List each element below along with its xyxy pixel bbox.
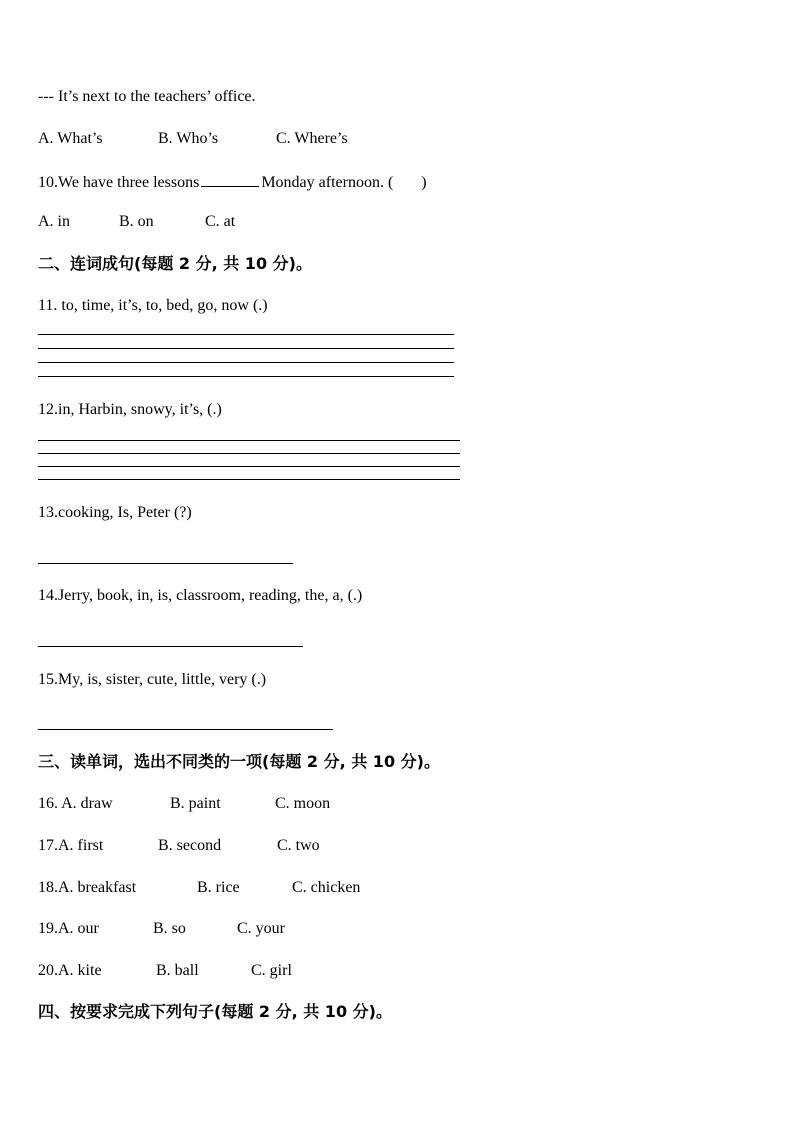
q9-options: [38, 129, 348, 149]
q15-prompt: 15.My, is, sister, cute, little, very (.): [38, 671, 267, 688]
q17-option-a: 17.A. first: [38, 837, 104, 854]
q12-answer-line-3[interactable]: [38, 466, 460, 467]
q9-option-c: C. Where’s: [276, 130, 348, 147]
q16-option-b: B. paint: [170, 795, 221, 812]
q12-answer-line-1[interactable]: [38, 440, 460, 441]
q16-option-c: C. moon: [275, 795, 331, 812]
q16-options: [38, 794, 330, 814]
q10-blank[interactable]: [201, 171, 259, 187]
q10-stem: [38, 171, 427, 193]
q20-option-a: 20.A. kite: [38, 962, 102, 979]
q18-options: [38, 878, 360, 898]
q11-answer-line-3[interactable]: [38, 362, 454, 363]
q10-options: [38, 212, 235, 232]
section4-heading: 四、按要求完成下列句子(每题 2 分, 共 10 分)。: [38, 1002, 392, 1021]
q11-answer-line-4[interactable]: [38, 376, 454, 377]
q10-stem-after: Monday afternoon. (: [261, 174, 394, 191]
q11-answer-line-1[interactable]: [38, 334, 454, 335]
q15-answer-line[interactable]: [38, 729, 333, 730]
q17-option-b: B. second: [158, 837, 222, 854]
q11-answer-line-2[interactable]: [38, 348, 454, 349]
q14-answer-line[interactable]: [38, 646, 303, 647]
q19-option-b: B. so: [153, 920, 186, 937]
q19-option-c: C. your: [237, 920, 285, 937]
q17-option-c: C. two: [277, 837, 320, 854]
q10-stem-before: 10.We have three lessons: [38, 174, 200, 191]
q12-prompt: 12.in, Harbin, snowy, it’s, (.): [38, 401, 222, 418]
q10-option-a: A. in: [38, 213, 70, 230]
q19-option-a: 19.A. our: [38, 920, 99, 937]
section3-heading: 三、读单词，选出不同类的一项(每题 2 分, 共 10 分)。: [38, 752, 440, 771]
q12-answer-line-2[interactable]: [38, 453, 460, 454]
q17-options: [38, 836, 320, 856]
q10-option-c: C. at: [205, 213, 236, 230]
q10-stem-close: ): [421, 174, 427, 191]
q18-option-b: B. rice: [197, 879, 240, 896]
q9-option-b: B. Who’s: [158, 130, 219, 147]
q20-options: [38, 961, 292, 981]
q13-answer-line[interactable]: [38, 563, 293, 564]
q12-answer-line-4[interactable]: [38, 479, 460, 480]
q9-answer-line: --- It’s next to the teachers’ office.: [38, 88, 256, 105]
q19-options: [38, 919, 285, 939]
q10-option-b: B. on: [119, 213, 154, 230]
q9-option-a: A. What’s: [38, 130, 103, 147]
q18-option-a: 18.A. breakfast: [38, 879, 137, 896]
q20-option-b: B. ball: [156, 962, 199, 979]
q16-option-a: 16. A. draw: [38, 795, 113, 812]
q13-prompt: 13.cooking, Is, Peter (?): [38, 504, 192, 521]
q18-option-c: C. chicken: [292, 879, 361, 896]
q14-prompt: 14.Jerry, book, in, is, classroom, reading, the, a, (.): [38, 587, 363, 604]
section2-heading: 二、连词成句(每题 2 分, 共 10 分)。: [38, 254, 312, 273]
q11-prompt: 11. to, time, it’s, to, bed, go, now (.): [38, 297, 268, 314]
q20-option-c: C. girl: [251, 962, 292, 979]
